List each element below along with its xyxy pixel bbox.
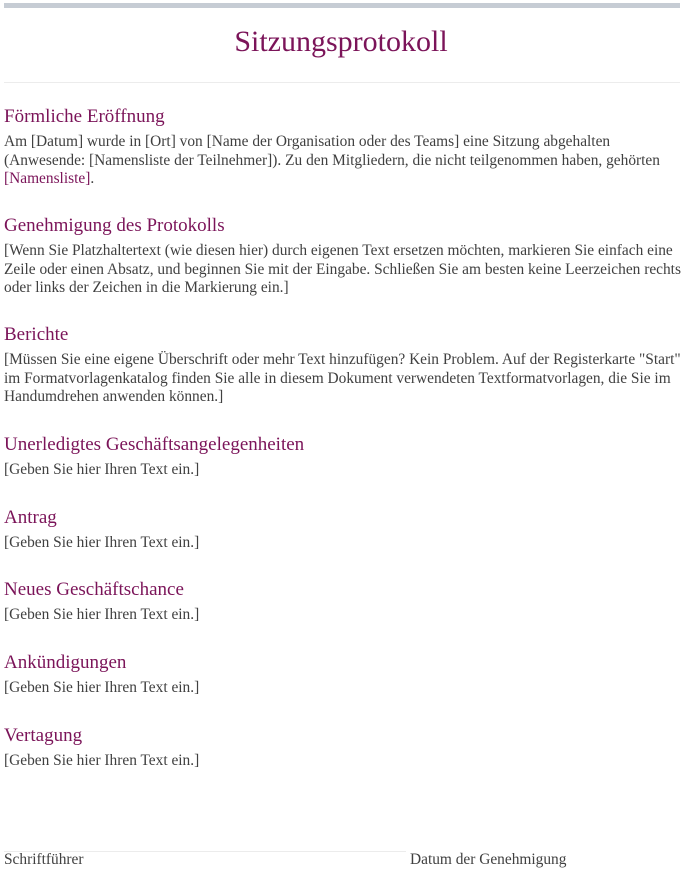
attendee-list-placeholder[interactable]: [Namensliste] [4,170,91,187]
title-divider [4,82,680,83]
top-decorative-bar [4,3,680,8]
section-heading: Vertagung [4,725,83,746]
recorder-signature-label: Schriftführer [4,851,84,868]
section-reports [4,323,682,407]
section-body [4,133,682,189]
section-heading: Neues Geschäftschance [4,579,184,600]
section-body[interactable]: [Müssen Sie eine eigene Überschrift oder mehr Text hinzufügen? Kein Problem. Auf der Registerkarte "Start" im Formatvorlagenkatalog finden Sie alle in diesem Dokument verwendeten Textformatvorlagen, die Sie im Handumdrehen anwenden können.] [4,351,681,405]
section-body[interactable]: [Geben Sie hier Ihren Text ein.] [4,679,200,696]
document-title: Sitzungsprotokoll [234,25,448,58]
section-adjournment [4,724,199,771]
section-body[interactable]: [Geben Sie hier Ihren Text ein.] [4,752,200,769]
section-heading: Förmliche Eröffnung [4,106,165,127]
approval-date-label: Datum der Genehmigung [410,851,567,868]
section-unfinished-business [4,433,304,480]
section-heading: Unerledigtes Geschäftsangelegenheiten [4,434,305,455]
section-announcements [4,651,199,698]
section-body[interactable]: [Geben Sie hier Ihren Text ein.] [4,534,200,551]
section-body[interactable]: [Wenn Sie Platzhaltertext (wie diesen hier) durch eigenen Text ersetzen möchten, markieren Sie einfach eine Zeile oder einen Absatz, und beginnen Sie mit der Eingabe. Schließen Sie am besten keine Leerzeichen rechts oder links der Zeichen in die Markierung ein.] [4,242,681,296]
section-body-text: Am [Datum] wurde in [Ort] von [Name der Organisation oder des Teams] eine Sitzung abgehalten (Anwesende: [Namensliste der Teilnehmer]). Zu den Mitgliedern, die nicht teilgenommen haben, gehörten [4,133,660,169]
section-new-business [4,578,199,625]
section-body-end: . [90,170,95,187]
section-heading: Genehmigung des Protokolls [4,215,225,236]
section-body[interactable]: [Geben Sie hier Ihren Text ein.] [4,606,200,623]
section-formal-opening [4,105,682,189]
section-heading: Antrag [4,507,57,528]
section-minutes-approval [4,214,682,298]
section-heading: Berichte [4,324,69,345]
section-body[interactable]: [Geben Sie hier Ihren Text ein.] [4,461,200,478]
section-motion [4,506,199,553]
section-heading: Ankündigungen [4,652,127,673]
